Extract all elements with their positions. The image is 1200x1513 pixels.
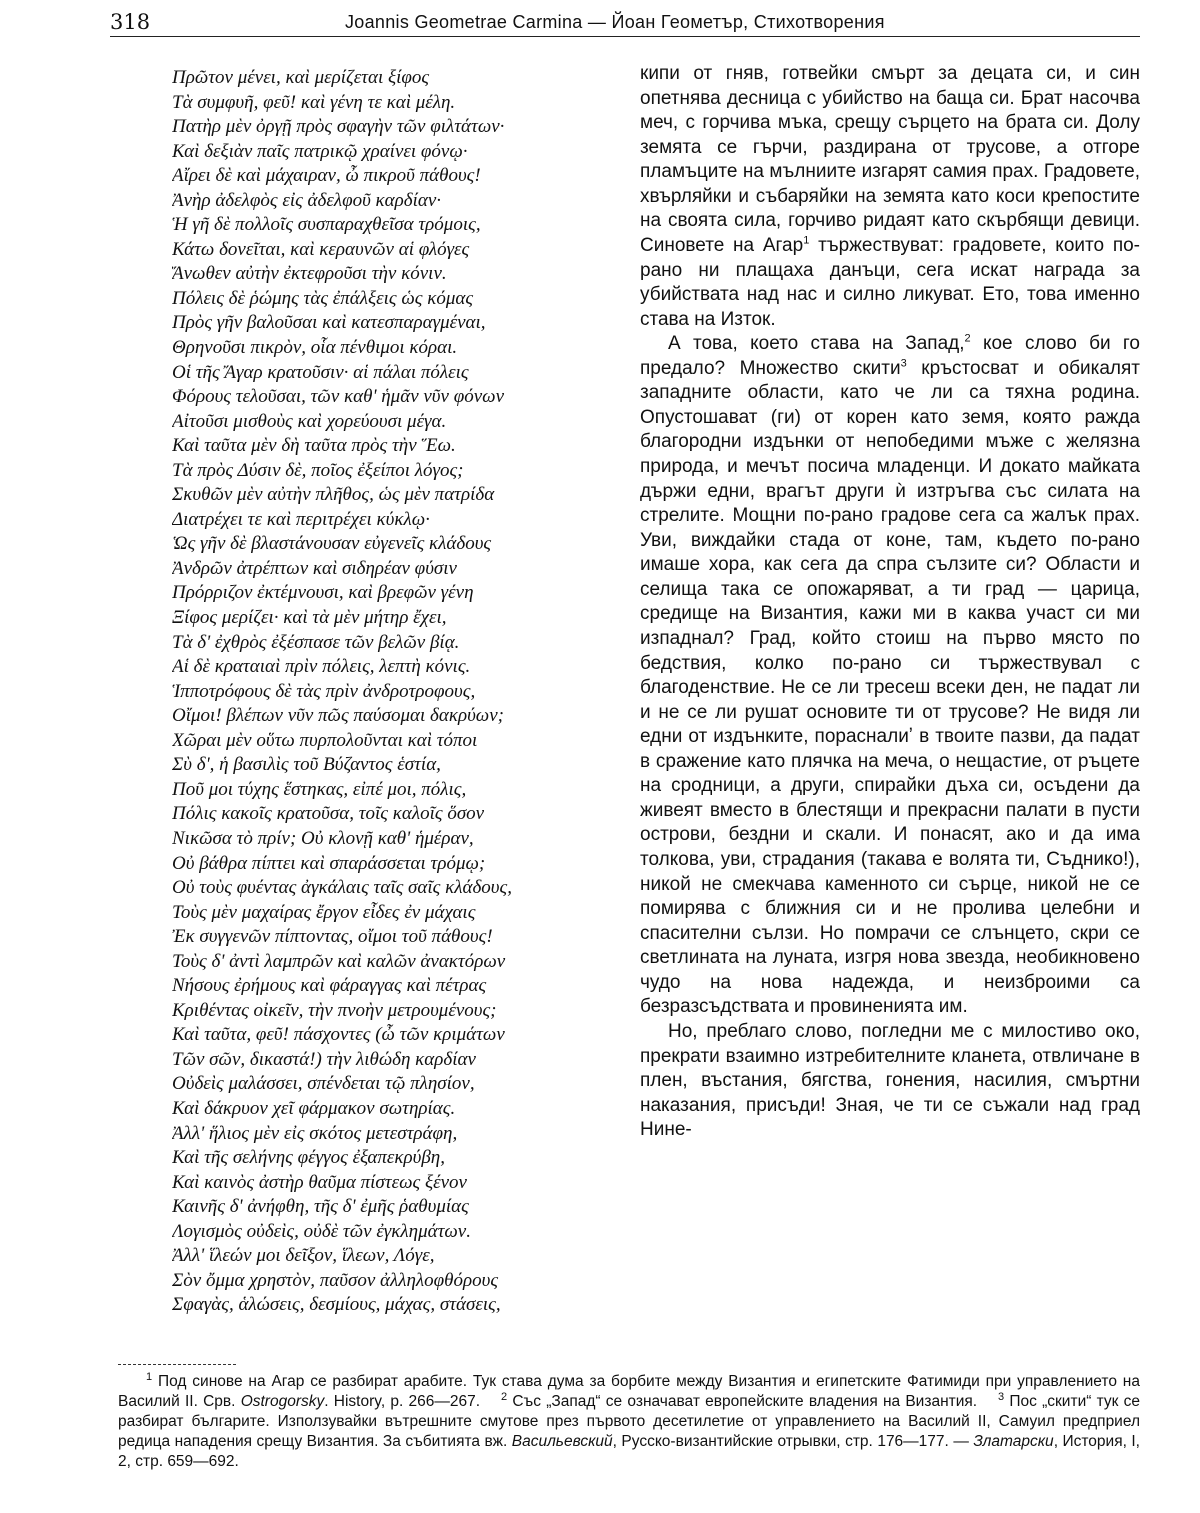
greek-verse-line: Κριθέντας οἰκεῖν, τὴν πνοὴν μετρουμένους; — [172, 999, 497, 1021]
greek-verse-line: Αἱ δὲ κραταιαὶ πρὶν πόλεις, λεπτὴ κόνις. — [172, 656, 471, 678]
footnote-3-author-2: Златарски — [973, 1433, 1054, 1450]
greek-verse-column — [172, 66, 630, 1318]
greek-verse-line: Φόρους τελοῦσαι, τῶν καθ' ἡμᾶν νῦν φόνων — [172, 386, 505, 408]
greek-verse-line: Τὰ πρὸς Δύσιν δὲ, ποῖος ἐξείποι λόγος; — [172, 459, 464, 481]
footnote-2-text: Със „Запад“ се означават европейските владения на Византия. — [512, 1393, 978, 1410]
greek-verse-line: Διατρέχει τε καὶ περιτρέχει κύκλῳ· — [172, 508, 430, 530]
page-number: 318 — [110, 10, 151, 34]
greek-verse-line: Νήσους ἐρήμους καὶ φάραγγας καὶ πέτρας — [172, 975, 487, 997]
greek-verse-line: Ποῦ μοι τύχης ἕστηκας, εἰπέ μοι, πόλις, — [172, 778, 467, 800]
greek-verse-line: Ἄνωθεν αὐτὴν ἐκτεφροῦσι τὴν κόνιν. — [172, 263, 447, 285]
greek-verse-line: Ἀνδρῶν ἀτρέπτων καὶ σιδηρέαν φύσιν — [172, 557, 457, 579]
footnote-3-text: Пос „скити“ тук се разбират българите. Използувайки вътрешните смутове през първото десетилетие от управлението на Василий II, Самуил предприел редица нападения срещу Византия. За събитията вж. — [118, 1393, 1141, 1450]
greek-verse-line: Πρῶτον μένει, καὶ μερίζεται ξίφος — [172, 67, 430, 88]
greek-verse-line: Οἱ τῆς Ἄγαρ κρατοῦσιν· αἱ πάλαι πόλεις — [172, 361, 469, 383]
greek-verse-line: Πόλεις δὲ ῥώμης τὰς ἐπάλξεις ὡς κόμας — [172, 287, 474, 309]
greek-verse-line: Σὺ δ', ἡ βασιλὶς τοῦ Βύζαντος ἑστία, — [172, 754, 441, 776]
page-header — [110, 6, 1140, 37]
translation-paragraph-3: Но, преблаго слово, погледни ме с милостиво око, прекрати взаимно изтребителните кланета, отвличане в плен, въстания, бягства, гонения, насилия, смъртни наказания, присъди! Зная, че ти се съжали над град Нине- — [640, 1020, 1140, 1141]
footnote-separator — [118, 1364, 236, 1365]
footnote-ref-2[interactable]: 2 — [964, 332, 971, 345]
footnote-number-3: 3 — [998, 1390, 1005, 1403]
footnote-1-author: Ostrogorsky — [240, 1393, 325, 1410]
greek-verse-line: Σὸν ὄμμα χρηστὸν, παῦσον ἀλληλοφθόρους — [172, 1269, 499, 1291]
greek-verse-line: Ἀλλ' ἥλιος μὲν εἰς σκότος μετεστράφη, — [172, 1122, 458, 1144]
footnote-number-2: 2 — [501, 1390, 508, 1403]
footnote-1-text: Под синове на Агар се разбират арабите. Тук става дума за борбите между Византия и египетските Фатимиди при управлението на Василий II. Срв. — [118, 1373, 1140, 1410]
greek-verse-line: Τοὺς δ' ἀντὶ λαμπρῶν καὶ καλῶν ἀνακτόρων — [172, 950, 506, 972]
greek-verse-line: Ὡς γῆν δὲ βλαστάνουσαν εὐγενεῖς κλάδους — [172, 533, 492, 555]
greek-verse-line: Καὶ δάκρυον χεῖ φάρμακον σωτηρίας. — [172, 1097, 456, 1119]
greek-verse-line: Αἰτοῦσι μισθοὺς καὶ χορεύουσι μέγα. — [172, 410, 447, 432]
greek-verse-line: Κάτω δονεῖται, καὶ κεραυνῶν αἱ φλόγες — [172, 238, 470, 260]
footnote-number-1: 1 — [146, 1370, 153, 1383]
greek-verse-line: Οὐδεὶς μαλάσσει, σπένδεται τῷ πλησίον, — [172, 1073, 475, 1095]
greek-verse-line: Ἀλλ' ἵλεών μοι δεῖξον, ἵλεων, Λόγε, — [172, 1245, 435, 1267]
greek-verse-line: Καὶ ταῦτα μὲν δὴ ταῦτα πρὸς τὴν Ἕω. — [172, 435, 456, 457]
greek-verse-line: Καὶ τῆς σελήνης φέγγος ἐξαπεκρύβη, — [172, 1147, 445, 1169]
greek-verse-line: Ἐκ συγγενῶν πίπτοντας, οἴμοι τοῦ πάθους! — [172, 926, 493, 948]
greek-verse-line: Νικῶσα τὸ πρίν; Οὐ κλονῇ καθ' ἡμέραν, — [172, 827, 474, 849]
greek-verse-line: Ἀνὴρ ἀδελφὸς εἰς ἀδελφοῦ καρδίαν· — [172, 189, 442, 211]
greek-verse-line: Πατὴρ μὲν ὀργῇ πρὸς σφαγὴν τῶν φιλτάτων· — [172, 116, 505, 138]
greek-verse-line: Ξίφος μερίζει· καὶ τὰ μὲν μήτηρ ἔχει, — [172, 607, 447, 629]
greek-verse-line: Τοὺς μὲν μαχαίρας ἔργον εἶδες ἐν μάχαις — [172, 901, 476, 923]
greek-verse-line: Οὐ βάθρα πίπτει καὶ σπαράσσεται τρόμῳ; — [172, 852, 486, 874]
translation-paragraph-1: кипи от гняв, готвейки смърт за децата си, и син опетнява десница с убийство на баща си. Брат насочва меч, с горчива мъка, срещу сърцето на брата си. Долу земята се гърчи, раздирана от трусове, а отгоре пламъците на мълниите изгарят самия прах. Градовете, хвърляйки и събаряйки на земята като коси крепостите на своята сила, горчиво ридаят като скърбящи девици. Синовете на Агар$^1$ тържествуват: градовете, които по-рано ни плащаха данъци, сега искат награда за убийствата над нас и силно ликуват. Ето, това именно става на Изток. — [640, 63, 1140, 330]
footnote-ref-3[interactable]: 3 — [900, 357, 907, 370]
greek-verse-line: Λογισμὸς οὐδεὶς, οὐδὲ τῶν ἐγκλημάτων. — [172, 1220, 471, 1242]
greek-verse-line: Αἴρει δὲ καὶ μάχαιραν, ὦ πικροῦ πάθους! — [172, 165, 481, 187]
footnote-3-author-1: Васильевский — [511, 1433, 613, 1450]
translation-paragraph-2: А това, което става на Запад,$^2$ кое слово би го предало? Множество скити$^3$ кръстосват и обикалят западните области, като че ли са тяхна родина. Опустошават (ги) от корен като земя, която ражда благородни издънки от непобедими мъже с желязна природа, и мечът посича младенци. И докато майката държи едни, врагът други ѝ изтръгва със силата на стрелите. Мощни по-рано градове сега са жалък прах. Уви, виждайки стада от коне, там, където по-рано имаше хора, как сега да спра сълзите си? Области и селища така се опожаряват, а ти град — царица, средище на Византия, кажи ми в каква участ си ми изпаднал? Град, който стоиш на първо място по бедствия, колко по-рано си тържествувал с благоденствие. Не се ли тресеш всеки ден, не падат ли и не се ли рушат основите ти от трусове? Не видя ли едни от издънките, порасналиʼ в твоите пазви, да падат в сражение като плячка на меча, о нещастие, от ръцете на сродници, а други, спирайки дъха си, осъдени да живеят вместо в блестящи и прекрасни палати в пусти острови, бездни и скали. И понасят, ако и да има толкова, уви, страдания (такава е волята ти, Съднико!), никой не смекчава каменното си сърце, никой не се помирява с ближния си и не пролива целебни и спасителни сълзи. Но помрачи се слънцето, скри се светлината на луната, изгря нова звезда, необикновено чудо на нова надежда, и неизброими са безразсъдствата и провиненията им. — [640, 332, 1140, 1018]
greek-verse-line: Καὶ καινὸς ἀστὴρ θαῦμα πίστεως ξένον — [172, 1171, 467, 1193]
greek-verse-line: Τὰ συμφυῆ, φεῦ! καὶ γένη τε καὶ μέλη. — [172, 91, 456, 113]
greek-verse-line: Ἱπποτρόφους δὲ τὰς πρὶν ἀνδροτροφους, — [172, 680, 476, 702]
greek-verse-line: Ἡ γῆ δὲ πολλοῖς συσπαραχθεῖσα τρόμοις, — [172, 214, 481, 236]
greek-verse-line: Πόλις κακοῖς κρατοῦσα, τοῖς καλοῖς ὅσον — [172, 803, 485, 825]
greek-verse-line: Πρόρριζον ἐκτέμνουσι, καὶ βρεφῶν γένη — [172, 582, 474, 604]
greek-verse-line: Καὶ ταῦτα, φεῦ! πάσχοντες (ὦ τῶν κριμάτων — [172, 1024, 505, 1046]
greek-verse-line: Οἴμοι! βλέπων νῦν πῶς παύσομαι δακρύων; — [172, 705, 504, 727]
greek-verse-line: Θρηνοῦσι πικρὸν, οἷα πένθιμοι κόραι. — [172, 337, 458, 359]
footnotes: $^1$ Под синове на Агар се разбират арабите. Тук става дума за борбите между Византия и египетските Фатимиди при управлението на Василий II. Срв. Ostrogorsky. History, p. 266—267. $^2$ Със „Запад“ се означават европейските владения на Византия. $^3$ Пос „скити“ тук се разбират българите. Използувайки вътрешните смутове през първото десетилетие от управлението на Василий II, Самуил предприел редица нападения срещу Византия. За събитията вж. Васильевский, Русско-византийские отрывки, стр. 176—177. — Златарски, История, I, 2, стр. 659—692. — [118, 1370, 1141, 1470]
greek-verse-line: Σκυθῶν μὲν αὐτὴν πλῆθος, ὡς μὲν πατρίδα — [172, 484, 495, 506]
running-title: Joannis Geometrae Carmina — Йоан Геометър, Стихотворения — [345, 12, 885, 32]
greek-verse-line: Τὰ δ' ἐχθρὸς ἐξέσπασε τῶν βελῶν βίᾳ. — [172, 631, 460, 653]
footnote-ref-1[interactable]: 1 — [803, 234, 810, 247]
greek-verse-line: Καινῆς δ' ἀνήφθη, τῆς δ' ἐμῆς ῥαθυμίας — [172, 1196, 469, 1218]
greek-verse-line: Καὶ δεξιὰν παῖς πατρικῷ χραίνει φόνῳ· — [172, 140, 468, 162]
greek-verse-line: Χῶραι μὲν οὕτω πυρπολοῦνται καὶ τόποι — [172, 729, 478, 751]
greek-verse-line: Σφαγὰς, ἁλώσεις, δεσμίους, μάχας, στάσεις, — [172, 1294, 501, 1316]
greek-verse-line: Πρὸς γῆν βαλοῦσαι καὶ κατεσπαραγμέναι, — [172, 312, 486, 334]
greek-verse-line: Τῶν σῶν, δικαστά!) τὴν λιθώδη καρδίαν — [172, 1048, 476, 1070]
greek-verse-line: Οὐ τοὺς φυέντας ἀγκάλαις ταῖς σαῖς κλάδους, — [172, 877, 512, 899]
bulgarian-translation-column — [640, 62, 1140, 1143]
